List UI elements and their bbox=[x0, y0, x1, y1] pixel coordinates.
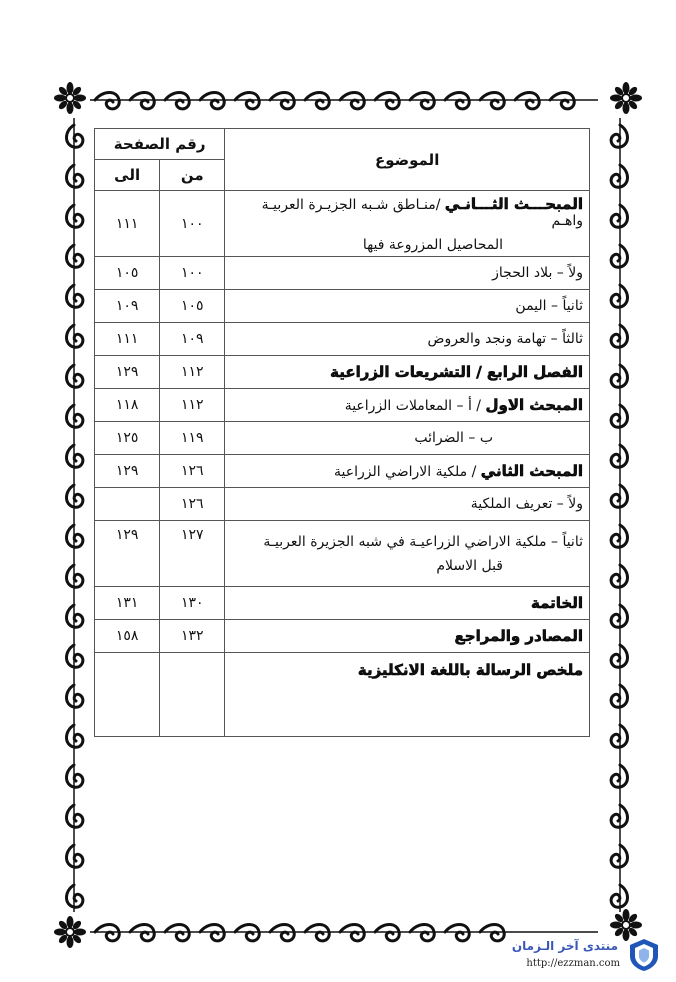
to-page bbox=[95, 653, 160, 737]
table-row bbox=[95, 488, 590, 521]
from-page: ١٣٢ bbox=[160, 620, 225, 653]
subject-cell bbox=[225, 455, 590, 488]
entry-text: ب – الضرائب bbox=[414, 430, 493, 446]
from-page: ١٢٧ bbox=[160, 521, 225, 587]
to-page: ١٥٨ bbox=[95, 620, 160, 653]
header-row bbox=[95, 129, 590, 160]
to-page: ١٢٩ bbox=[95, 455, 160, 488]
watermark-title: منتدى آخر الـزمان bbox=[511, 939, 618, 953]
to-page: ١٠٥ bbox=[95, 257, 160, 290]
shield-icon bbox=[628, 938, 660, 972]
entry-text: ثالثاً – تهامة ونجد والعروض bbox=[427, 331, 583, 347]
from-page: ١٠٩ bbox=[160, 323, 225, 356]
from-page: ١٢٦ bbox=[160, 455, 225, 488]
table-row bbox=[95, 455, 590, 488]
entry-text: ولاً – بلاد الحجاز bbox=[492, 265, 583, 281]
table-row bbox=[95, 653, 590, 737]
table-row bbox=[95, 191, 590, 257]
subject-cell bbox=[225, 620, 590, 653]
entry-title: المبحث الثاني bbox=[480, 462, 583, 480]
to-page: ١١٨ bbox=[95, 389, 160, 422]
subject-cell bbox=[225, 356, 590, 389]
table-row bbox=[95, 521, 590, 587]
entry-title: المصادر والمراجع bbox=[454, 627, 583, 645]
subject-cell bbox=[225, 290, 590, 323]
subject-cell bbox=[225, 488, 590, 521]
from-page: ١٣٠ bbox=[160, 587, 225, 620]
subject-cell bbox=[225, 521, 590, 587]
table-row bbox=[95, 323, 590, 356]
entry-title: المبحـــث الثـــانـي bbox=[444, 194, 583, 213]
toc-table bbox=[94, 128, 590, 737]
entry-text: ثانياً – ملكية الاراضي الزراعيـة في شبه الجزيرة العربيـة bbox=[263, 533, 583, 550]
subject-cell bbox=[225, 422, 590, 455]
table-row bbox=[95, 422, 590, 455]
subject-cell bbox=[225, 587, 590, 620]
to-page: ١٣١ bbox=[95, 587, 160, 620]
entry-text-line2: المحاصيل المزروعة فيها bbox=[362, 236, 503, 253]
entry-text: /منـاطق شـبه الجزيـرة العربيـة واهـم bbox=[261, 196, 583, 229]
from-page bbox=[160, 653, 225, 737]
table-row bbox=[95, 587, 590, 620]
entry-text: ثانياً – اليمن bbox=[515, 298, 583, 314]
from-page: ١٢٦ bbox=[160, 488, 225, 521]
to-page: ١١١ bbox=[95, 323, 160, 356]
table-row bbox=[95, 356, 590, 389]
subject-cell bbox=[225, 257, 590, 290]
entry-title: الخاتمة bbox=[530, 594, 583, 612]
table-row bbox=[95, 620, 590, 653]
entry-text: ولاً – تعريف الملكية bbox=[470, 496, 583, 512]
entry-text: / أ – المعاملات الزراعية bbox=[344, 398, 486, 414]
entry-title: ملخص الرسالة باللغة الانكليزية bbox=[357, 661, 583, 679]
watermark-url: http://ezzman.com bbox=[526, 958, 620, 969]
forum-watermark bbox=[496, 936, 668, 976]
subject-cell bbox=[225, 653, 590, 737]
from-page: ١٠٠ bbox=[160, 257, 225, 290]
entry-text-line2: قبل الاسلام bbox=[436, 557, 503, 574]
table-row bbox=[95, 389, 590, 422]
to-page: ١١١ bbox=[95, 191, 160, 257]
to-page: ١٢٩ bbox=[95, 356, 160, 389]
subject-header: الموضوع bbox=[225, 129, 590, 191]
page-number-header: رقم الصفحة bbox=[95, 129, 225, 160]
table-row bbox=[95, 257, 590, 290]
subject-cell bbox=[225, 389, 590, 422]
to-page bbox=[95, 488, 160, 521]
from-page: ١١٩ bbox=[160, 422, 225, 455]
subject-cell bbox=[225, 191, 590, 257]
from-header: من bbox=[160, 160, 225, 191]
entry-text: / ملكية الاراضي الزراعية bbox=[333, 464, 481, 480]
from-page: ١٠٥ bbox=[160, 290, 225, 323]
to-page: ١٢٥ bbox=[95, 422, 160, 455]
from-page: ١١٢ bbox=[160, 389, 225, 422]
table-row bbox=[95, 290, 590, 323]
to-page: ١٢٩ bbox=[95, 521, 160, 587]
from-page: ١٠٠ bbox=[160, 191, 225, 257]
to-page: ١٠٩ bbox=[95, 290, 160, 323]
entry-title: المبحث الاول bbox=[485, 396, 583, 414]
from-page: ١١٢ bbox=[160, 356, 225, 389]
to-header: الى bbox=[95, 160, 160, 191]
subject-cell bbox=[225, 323, 590, 356]
entry-title: الفصل الرابع / التشريعات الزراعية bbox=[330, 363, 583, 381]
